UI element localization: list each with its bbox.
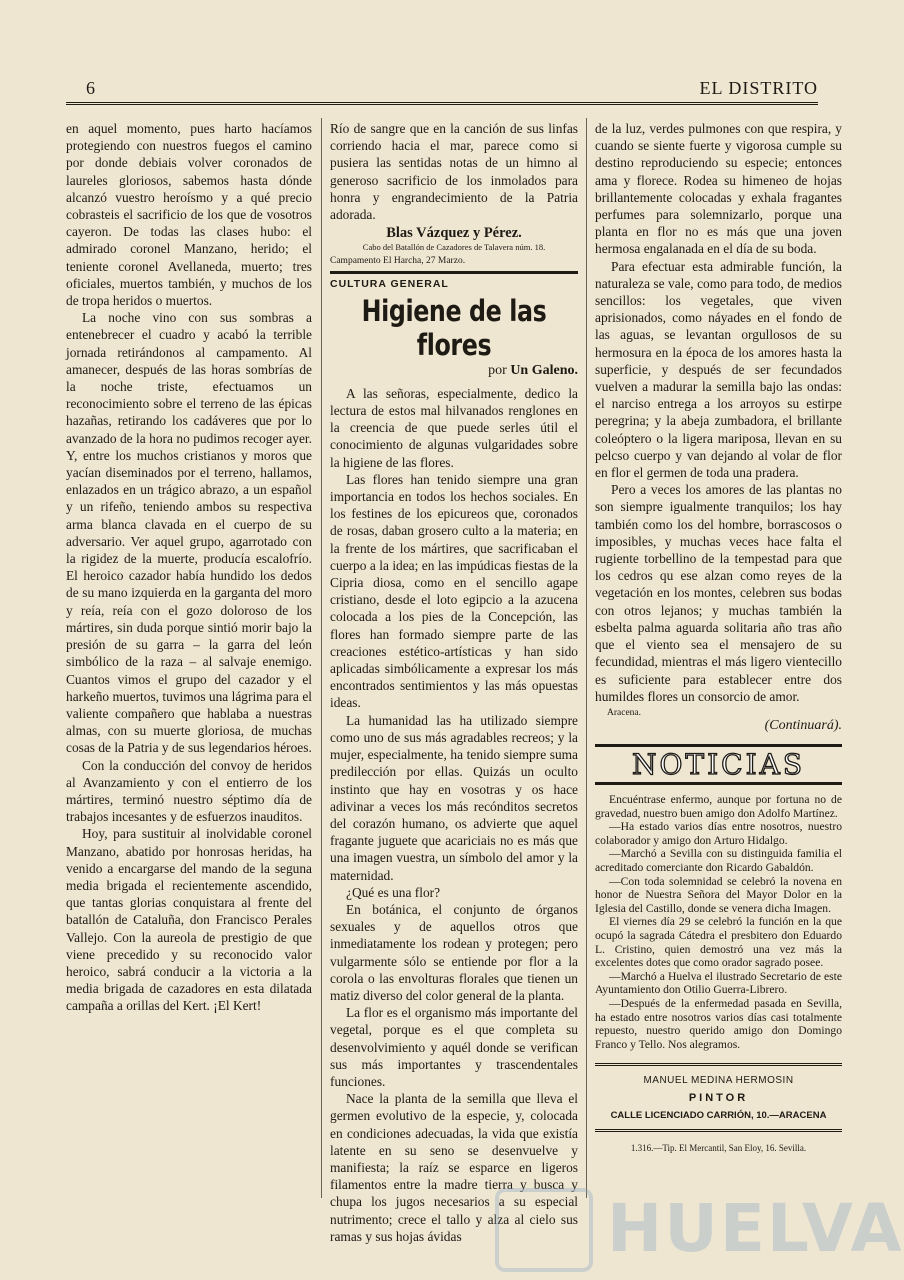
- col2-intro: Río de sangre que en la canción de sus linfas corriendo hacia el mar, parece como si pusiera las sentidas notas de un himno al generoso sacrificio de los inmolados para honra y engrandecimiento de la Patria adorada.: [330, 121, 578, 223]
- article-byline: [330, 362, 578, 379]
- place-date: Campamento El Harcha, 27 Marzo.: [330, 256, 466, 267]
- column-1: [66, 120, 312, 1200]
- continued-note: (Continuará).: [764, 717, 842, 733]
- article-paragraph: ¿Qué es una flor?: [346, 884, 441, 900]
- noticias-title: NOTICIAS: [631, 748, 806, 782]
- column-2: [330, 120, 578, 1244]
- article-paragraph: A las señoras, especialmente, dedico la lectura de estos mal hilvanados renglones en la creencia de que puede serles útil el conocimiento de algunas vulgaridades sobre la higiene de las flores.: [330, 385, 578, 470]
- article-place: Aracena.: [607, 707, 642, 718]
- news-list: [595, 793, 842, 1051]
- article-paragraph: En botánica, el conjunto de órganos sexuales y de aquellos otros que inmediatamente los rodean y protegen; pero vulgarmente sólo se entiende por flor a la corola o las envolturas florales que tienen un matiz diverso del color general de la planta.: [330, 901, 578, 1003]
- ad-trade: PINTOR: [688, 1091, 749, 1104]
- col1-paragraph: Con la conducción del convoy de heridos al Avanzamiento y con el entierro de los mártires, terminó nuestro séptimo día de trabajos incesantes y de esfuerzos inauditos.: [66, 757, 312, 825]
- page-header: [66, 78, 818, 102]
- watermark-text: HUELVA: [607, 1190, 904, 1267]
- ad-address: CALLE LICENCIADO CARRIÓN, 10.—ARACENA: [610, 1109, 827, 1121]
- advertisement: [595, 1063, 842, 1132]
- printer-imprint: 1.316.—Tip. El Mercantil, San Eloy, 16. Sevilla.: [630, 1143, 807, 1153]
- noticias-header: [595, 744, 842, 785]
- article-paragraph: Nace la planta de la semilla que lleva el germen evolutivo de la especie, y, colocada en condiciones adecuadas, la vida que existía latente en su seno se desenvuelve y manifiesta; la raíz se esparce en ligeros filamentos entre la madre tierra y busca y chupa los jugos necesarios a su especial nutrimento; crece el tallo y alza al cielo sus ramas y sus hojas ávidas: [330, 1091, 578, 1244]
- page-number: 6: [86, 78, 95, 98]
- column-rule-2: [586, 118, 587, 1198]
- article-paragraph: de la luz, verdes pulmones con que respira, y cuando se siente fuerte y vigorosa cumple su destino reproduciendo su especie; entonces ama y florece. Rodea su himeneo de hojas brillantemente colocadas y exhala fragantes perfumes para solemnizarlo, porque una planta en flor no es más que una joven hermosa engalanada en el día de su boda.: [595, 121, 842, 257]
- article-paragraph: Pero a veces los amores de las plantas no son siempre igualmente tranquilos; los hay también como los del hombre, borrascosos o imposibles, y muchas veces hace falta el rugiente torbellino de la tempestad para que los cedros qu ese alzan como reyes de la vegetación en los montes, celebren sus bodas con otros lejanos; y muchas también la esbelta palma aguarda solitaria año tras año que el viento sea el mensajero de su fecundidad, mientras el más ligero vientecillo es suficiente para establecer entre dos humildes flores un consorcio de amor.: [595, 482, 842, 704]
- article-paragraph: La humanidad las ha utilizado siempre como uno de sus más agradables recreos; y la mujer, especialmente, ha tenido siempre suma predilección por ellas. Quizás un oculto instinto que hay en vosotras y os hace adivinar a veces los más recónditos secretos del corazón humano, os advierte que aquel fragante juguete que acariciais no es más que una imagen vuestra, un símbolo del amor y la maternidad.: [330, 712, 578, 883]
- section-label: CULTURA GENERAL: [330, 278, 449, 291]
- header-rule: [66, 102, 818, 105]
- col1-paragraph: en aquel momento, pues harto hacíamos protegiendo con nuestros fuegos el camino por donde debiais volver coronados de laureles gloriosos, sabemos hasta dónde alcanzó vuestro heroísmo y a qué precio cobrasteis el sacrificio de los que de vosotros cayeron. De todas las clases hubo: el admirado coronel Manzano, herido; el teniente coronel Avellaneda, muerto; tres oficiales, muertos también, y muchos de los de tropa heridos o muertos.: [66, 121, 312, 309]
- author-role: Cabo del Batallón de Cazadores de Talavera núm. 18.: [362, 242, 546, 253]
- news-item: —Después de la enfermedad pasada en Sevilla, ha estado entre nosotros varios días casi totalmente repuesto, nuestro querido amigo don Domingo Franco y Tello. Nos alegramos.: [595, 997, 842, 1051]
- column-3: [595, 120, 842, 1200]
- col1-paragraph: La noche vino con sus sombras a entenebrecer el cuadro y acabó la terrible jornada retirándonos al campamento. Al amanecer, después de las horas sombrías de la noche triste, efectuamos un reconocimiento sobre el terreno de las épicas hazañas, retirando los cadáveres que por lo avanzado de la hora no pudimos recoger ayer. Y, entre los muchos cristianos y moros que yacían diseminados por el terreno, hallamos, enlazados en un trágico abrazo, a un español y un rifeño, teniendo ambos su respectiva arma blanca clavada en el cuerpo de su adversario. Ver aquel grupo, agarrotado con la rigidez de la muerte, producía escalofrío. El heroico cazador había hundido los dedos de su mano izquierda en la garganta del moro y reía, reía con el gozo doloroso de los mártires, sin duda porque sintió morir bajo la presión de su garra – la garra del león simbólico de la raza – al salvaje enemigo. Cuantos vimos el grupo del cazador y el harkeño muertos, tuvimos una lágrima para el valiente compañero que hablaba a nuestras almas, con su muerte gloriosa, de muchas cosas de la Patria y de sus legendarios héroes.: [66, 310, 312, 756]
- news-item: —Ha estado varios días entre nosotros, nuestro colaborador y amigo don Arturo Hidalgo.: [595, 820, 842, 847]
- section-rule: [330, 271, 578, 274]
- newspaper-title: EL DISTRITO: [699, 78, 818, 98]
- news-item: Encuéntrase enfermo, aunque por fortuna no de gravedad, nuestro buen amigo don Adolfo Martínez.: [595, 793, 842, 820]
- news-item: —Marchó a Sevilla con su distinguida familia el acreditado comerciante don Ricardo Gabaldón.: [595, 847, 842, 875]
- byline-prefix: por: [488, 362, 507, 378]
- article-paragraph: Para efectuar esta admirable función, la naturaleza se vale, como para todo, de medios sencillos: los vegetales, que viven aprisionados, como náyades en el fondo de las aguas, se levantan orgullosos de su hermosura en la época de los amores hasta la superficie, y después de ser fecundados vuelven a madurar la semilla bajo las ondas: el narciso entrega a los arroyos su estirpe peregrina; y la abeja zumbadora, el brillante coleóptero o la ligera mariposa, llevan en su pelcso cuerpo y van dejando al volar de flor en flor el germen de toda una pradera.: [595, 258, 842, 481]
- column-rule-1: [321, 118, 322, 1198]
- seal-icon: [495, 1188, 593, 1272]
- news-item: —Marchó a Huelva el ilustrado Secretario de este Ayuntamiento don Otilio Guerra-Librero.: [595, 969, 842, 997]
- article-paragraph: La flor es el organismo más importante del vegetal, porque es el que completa su desenvolvimiento y aquél donde se verifican sus más importantes y trascendentales funciones.: [330, 1005, 578, 1089]
- col1-paragraph: Hoy, para sustituir al inolvidable coronel Manzano, abatido por honrosas heridas, ha venido a encargarse del mando de la seguna media brigada el recientemente ascendido, que tantas glorias conquistara al frente del batallón de Cataluña, don Francisco Perales Vallejo. Con la aureola de prestigio de que viene precedido y su reconocido valor heroico, sabrá conducir a la victoria a la media brigada de cazadores en esta dilatada campaña a orillas del Kert. ¡El Kert!: [66, 826, 312, 1014]
- news-item: El viernes día 29 se celebró la función en la que ocupó la sagrada Cátedra el presbitero don Eduardo L. Cristino, quien demostró una vez más la excelentes dotes que como orador sagrado posee.: [595, 915, 842, 970]
- news-item: —Con toda solemnidad se celebró la novena en honor de Nuestra Señora del Mayor Dolor en la Iglesia del Castillo, donde se venera dicha Imagen.: [595, 874, 842, 915]
- article-title: Higiene de las flores: [361, 293, 547, 362]
- article-paragraph: Las flores han tenido siempre una gran importancia en todos los hechos sociales. En los festines de los epicureos que, coronados de rosas, daban grosero culto a la materia; en la frente de los mártires, que sacrificaban el cuerpo a la idea; en las impúdicas fiestas de la Cipria diosa, como en el sencillo agape cristiano, desde el loto egipcio a la azucena colocada a los pies de la Concepción, las flores han formado siempre parte de las creaciones estético-artísticas y han sido aplicadas simbólicamente a expresar los más encontrados sentimientos y las más opuestas ideas.: [330, 471, 578, 711]
- archive-watermark: [495, 1188, 904, 1272]
- byline-author: Un Galeno.: [510, 362, 578, 378]
- author-signature: Blas Vázquez y Pérez.: [386, 225, 522, 242]
- ad-name: MANUEL MEDINA HERMOSIN: [643, 1075, 794, 1087]
